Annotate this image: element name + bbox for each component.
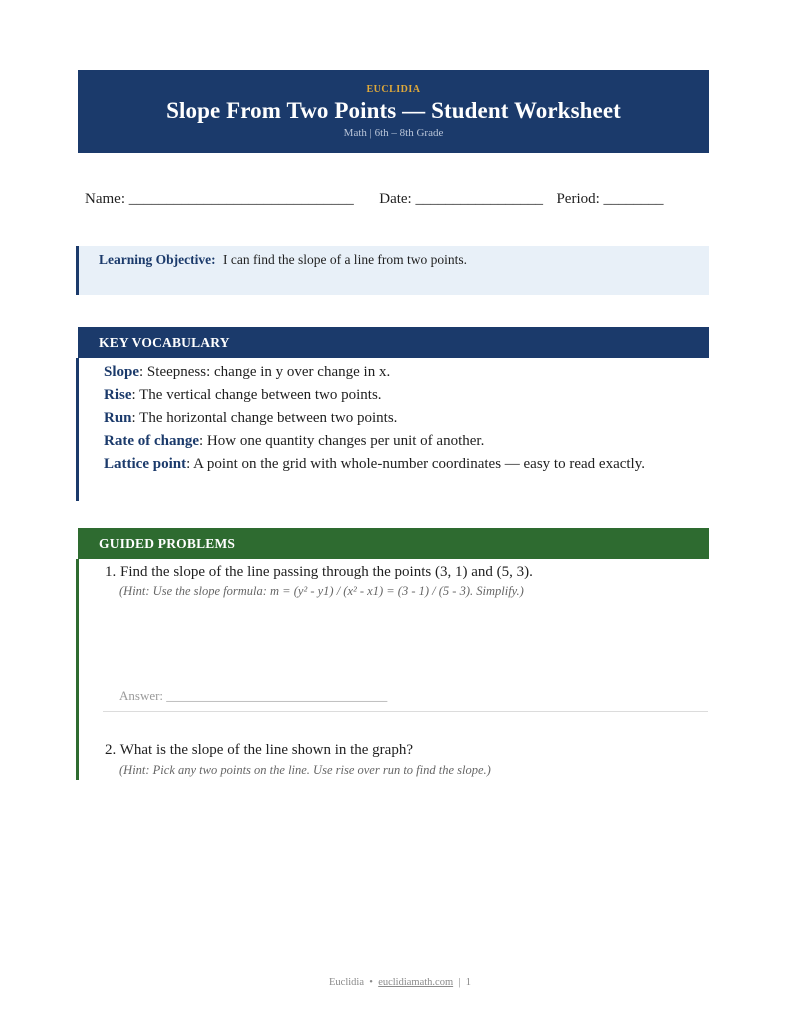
guided-problems-heading: GUIDED PROBLEMS — [78, 528, 709, 559]
problem-1-hint: (Hint: Use the slope formula: m = (y² - y1) / (x² - x1) = (3 - 1) / (5 - 3). Simplify.) — [119, 584, 524, 598]
vocab-term: Run — [104, 410, 132, 426]
vocab-definition: : Steepness: change in y over change in x. — [139, 364, 391, 380]
page-title: Slope From Two Points — Student Worksheet — [166, 98, 621, 123]
learning-objective — [76, 246, 709, 295]
problem-1-answer-field[interactable]: Answer: __________________________________ — [119, 688, 388, 703]
page-number: 1 — [465, 977, 471, 988]
footer-brand: Euclidia — [329, 977, 364, 988]
vocab-definition: : A point on the grid with whole-number coordinates — easy to read exactly. — [186, 456, 645, 472]
vocab-term: Rate of change — [104, 433, 199, 449]
vocab-item — [104, 361, 709, 384]
footer-separator: • — [369, 977, 373, 988]
objective-label: Learning Objective: — [99, 252, 216, 267]
vocab-definition: : The horizontal change between two points. — [131, 410, 398, 426]
page-footer — [0, 977, 800, 988]
name-field[interactable]: Name: ______________________________ — [85, 191, 354, 207]
vocab-definition: : The vertical change between two points. — [131, 387, 382, 403]
vocabulary-list — [76, 358, 709, 501]
student-info-line — [85, 191, 705, 208]
page-subtitle: Math | 6th – 8th Grade — [343, 127, 444, 139]
vocab-term: Rise — [104, 387, 132, 403]
problem-1-question: 1. Find the slope of the line passing through the points (3, 1) and (5, 3). — [105, 564, 533, 580]
footer-separator: | — [458, 977, 461, 988]
vocab-item — [104, 407, 709, 430]
period-field[interactable]: Period: ________ — [556, 191, 664, 207]
problem-2-question: 2. What is the slope of the line shown in the graph? — [105, 742, 413, 758]
vocab-item — [104, 384, 709, 407]
guided-problems-section — [76, 559, 709, 780]
vocab-definition: : How one quantity changes per unit of another. — [198, 433, 485, 449]
problem-divider — [103, 711, 708, 712]
problem-2-hint: (Hint: Pick any two points on the line. Use rise over run to find the slope.) — [119, 763, 491, 777]
vocab-item — [104, 430, 709, 453]
objective-text: I can find the slope of a line from two points. — [222, 252, 468, 267]
brand-label: EUCLIDIA — [366, 84, 421, 95]
vocab-item — [104, 453, 709, 476]
vocabulary-heading: KEY VOCABULARY — [78, 327, 709, 358]
vocab-term: Slope — [104, 364, 140, 380]
vocab-term: Lattice point — [104, 456, 187, 472]
footer-site-link[interactable]: euclidiamath.com — [378, 977, 454, 988]
header-banner — [78, 70, 709, 153]
date-field[interactable]: Date: _________________ — [379, 191, 543, 207]
